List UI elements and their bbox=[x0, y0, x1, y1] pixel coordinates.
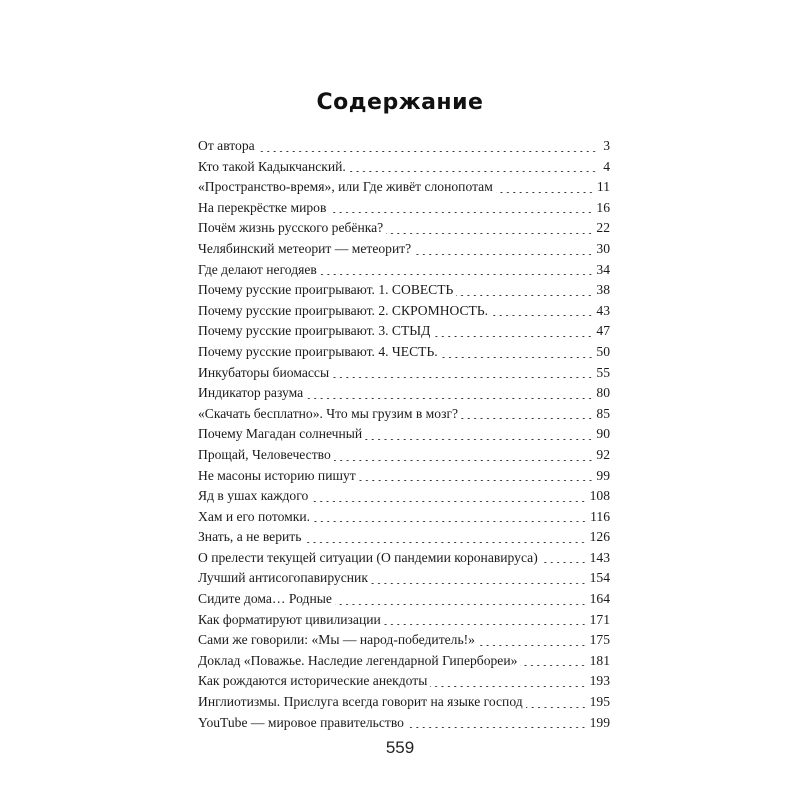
toc-entry bbox=[198, 548, 610, 569]
toc-dot-leader bbox=[258, 151, 597, 152]
toc-dot-leader bbox=[311, 501, 586, 502]
toc-entry bbox=[198, 301, 610, 322]
toc-entry-title: Инглиотизмы. Прислуга всегда говорит на языке господ bbox=[198, 694, 523, 710]
toc-dot-leader bbox=[332, 377, 593, 378]
toc-entry-title: Сидите дома… Родные bbox=[198, 591, 332, 607]
toc-dot-leader bbox=[414, 254, 593, 255]
toc-entry-page: 175 bbox=[589, 632, 610, 648]
toc-entry bbox=[198, 466, 610, 487]
toc-entry-page: 99 bbox=[596, 467, 610, 483]
toc-entry-page: 22 bbox=[596, 220, 610, 236]
toc-entry-title: Челябинский метеорит — метеорит? bbox=[198, 240, 412, 256]
toc-entry bbox=[198, 527, 610, 548]
toc-entry-page: 171 bbox=[589, 611, 610, 627]
toc-dot-leader bbox=[441, 357, 594, 358]
toc-entry bbox=[198, 610, 610, 631]
toc-entry-title: Не масоны историю пишут bbox=[198, 467, 356, 483]
toc-entry-page: 116 bbox=[590, 508, 610, 524]
toc-entry-page: 181 bbox=[589, 652, 610, 668]
toc-entry-page: 30 bbox=[596, 240, 610, 256]
toc-entry bbox=[198, 424, 610, 445]
toc-entry bbox=[198, 157, 610, 178]
toc-dot-leader bbox=[407, 727, 587, 728]
toc-entry-page: 34 bbox=[596, 261, 610, 277]
toc-dot-leader bbox=[520, 665, 586, 666]
toc-entry-title: Прощай, Человечество bbox=[198, 446, 331, 462]
toc-entry bbox=[198, 713, 610, 734]
toc-entry-title: Почему русские проигрывают. 1. СОВЕСТЬ bbox=[198, 282, 454, 298]
toc-dot-leader bbox=[306, 398, 593, 399]
page-number: 559 bbox=[385, 738, 415, 757]
toc-entry-title: Лучший антисогопавирусник bbox=[198, 570, 368, 586]
toc-entry bbox=[198, 671, 610, 692]
toc-entry-page: 92 bbox=[596, 446, 610, 462]
toc-entry-page: 90 bbox=[596, 426, 610, 442]
toc-dot-leader bbox=[313, 521, 587, 522]
toc-entry bbox=[198, 218, 610, 239]
toc-dot-leader bbox=[496, 192, 594, 193]
toc-entry bbox=[198, 177, 610, 198]
toc-entry bbox=[198, 507, 610, 528]
toc-dot-leader bbox=[430, 686, 586, 687]
toc-dot-leader bbox=[371, 583, 587, 584]
toc-dot-leader bbox=[433, 336, 593, 337]
toc-entry bbox=[198, 321, 610, 342]
toc-dot-leader bbox=[456, 295, 593, 296]
toc-dot-leader bbox=[329, 212, 593, 213]
toc-entry-title: Почему русские проигрывают. 3. СТЫД bbox=[198, 323, 431, 339]
toc-entry-title: Доклад «Поважье. Наследие легендарной Гипербореи» bbox=[198, 652, 518, 668]
toc-entry-title: Почему русские проигрывают. 2. СКРОМНОСТЬ. bbox=[198, 302, 489, 318]
toc-dot-leader bbox=[478, 645, 587, 646]
toc-entry-title: Где делают негодяев bbox=[198, 261, 317, 277]
toc-entry bbox=[198, 342, 610, 363]
toc-entry-title: Почему Магадан солнечный bbox=[198, 426, 363, 442]
toc-entry-title: «Скачать бесплатно». Что мы грузим в мозг? bbox=[198, 405, 459, 421]
toc-entry-page: 143 bbox=[589, 549, 610, 565]
toc-entry-page: 38 bbox=[596, 282, 610, 298]
toc-entry bbox=[198, 589, 610, 610]
toc-entry bbox=[198, 568, 610, 589]
toc-entry-page: 193 bbox=[589, 673, 610, 689]
toc-dot-leader bbox=[335, 604, 587, 605]
toc-entry-page: 199 bbox=[589, 714, 610, 730]
toc-entry-page: 154 bbox=[589, 570, 610, 586]
toc-entry-title: Почему русские проигрывают. 4. ЧЕСТЬ. bbox=[198, 343, 438, 359]
toc-entry-title: Почём жизнь русского ребёнка? bbox=[198, 220, 384, 236]
toc-entry-title: На перекрёстке миров bbox=[198, 199, 327, 215]
toc-entry-title: Хам и его потомки. bbox=[198, 508, 311, 524]
toc-entry-title: Индикатор разума bbox=[198, 385, 304, 401]
toc-entry bbox=[198, 445, 610, 466]
toc-dot-leader bbox=[386, 233, 593, 234]
toc-entry bbox=[198, 136, 610, 157]
toc-entry-title: Яд в ушах каждого bbox=[198, 488, 309, 504]
toc-entry-page: 85 bbox=[596, 405, 610, 421]
toc-entry-page: 195 bbox=[589, 694, 610, 710]
toc-entry bbox=[198, 280, 610, 301]
toc-entry bbox=[198, 260, 610, 281]
toc-entry-title: Как рождаются исторические анекдоты bbox=[198, 673, 428, 689]
toc-entry-title: Знать, а не верить bbox=[198, 529, 302, 545]
toc-entry bbox=[198, 239, 610, 260]
toc-entry-title: Сами же говорили: «Мы — народ-победитель!» bbox=[198, 632, 475, 648]
toc-entry-title: От автора bbox=[198, 138, 255, 153]
toc-dot-leader bbox=[541, 562, 587, 563]
toc-entry bbox=[198, 651, 610, 672]
toc-entry bbox=[198, 692, 610, 713]
toc-entry-page: 80 bbox=[596, 385, 610, 401]
toc-entry-title: Кто такой Кадыкчанский. bbox=[198, 158, 346, 174]
toc-entry bbox=[198, 630, 610, 651]
toc-dot-leader bbox=[359, 480, 594, 481]
toc-entry-page: 126 bbox=[589, 529, 610, 545]
toc-dot-leader bbox=[526, 707, 587, 708]
toc-dot-leader bbox=[320, 274, 594, 275]
toc-list bbox=[198, 136, 610, 733]
toc-entry-page: 108 bbox=[589, 488, 610, 504]
toc-entry-page: 4 bbox=[603, 158, 610, 174]
toc-dot-leader bbox=[304, 542, 586, 543]
toc-entry-page: 3 bbox=[603, 138, 610, 153]
toc-entry-page: 55 bbox=[596, 364, 610, 380]
toc-entry bbox=[198, 486, 610, 507]
toc-dot-leader bbox=[349, 171, 597, 172]
toc-entry-title: YouTube — мировое правительство bbox=[198, 714, 404, 730]
toc-entry bbox=[198, 383, 610, 404]
toc-dot-leader bbox=[365, 439, 593, 440]
toc-entry-page: 43 bbox=[596, 302, 610, 318]
toc-entry-title: Как форматируют цивилизации bbox=[198, 611, 381, 627]
toc-entry-page: 11 bbox=[596, 179, 610, 195]
toc-entry-title: Инкубаторы биомассы bbox=[198, 364, 330, 380]
toc-entry-page: 47 bbox=[596, 323, 610, 339]
toc-entry bbox=[198, 363, 610, 384]
toc-dot-leader bbox=[334, 460, 594, 461]
toc-dot-leader bbox=[491, 315, 593, 316]
toc-entry-page: 164 bbox=[589, 591, 610, 607]
toc-entry-title: О прелести текущей ситуации (О пандемии коронавируса) bbox=[198, 549, 538, 565]
toc-entry bbox=[198, 198, 610, 219]
toc-dot-leader bbox=[384, 624, 587, 625]
toc-entry-page: 16 bbox=[596, 199, 610, 215]
toc-dot-leader bbox=[461, 418, 593, 419]
toc-entry-title: «Пространство-время», или Где живёт слонопотам bbox=[198, 179, 493, 195]
toc-entry bbox=[198, 404, 610, 425]
toc-entry-page: 50 bbox=[596, 343, 610, 359]
toc-title: Содержание bbox=[316, 90, 484, 115]
